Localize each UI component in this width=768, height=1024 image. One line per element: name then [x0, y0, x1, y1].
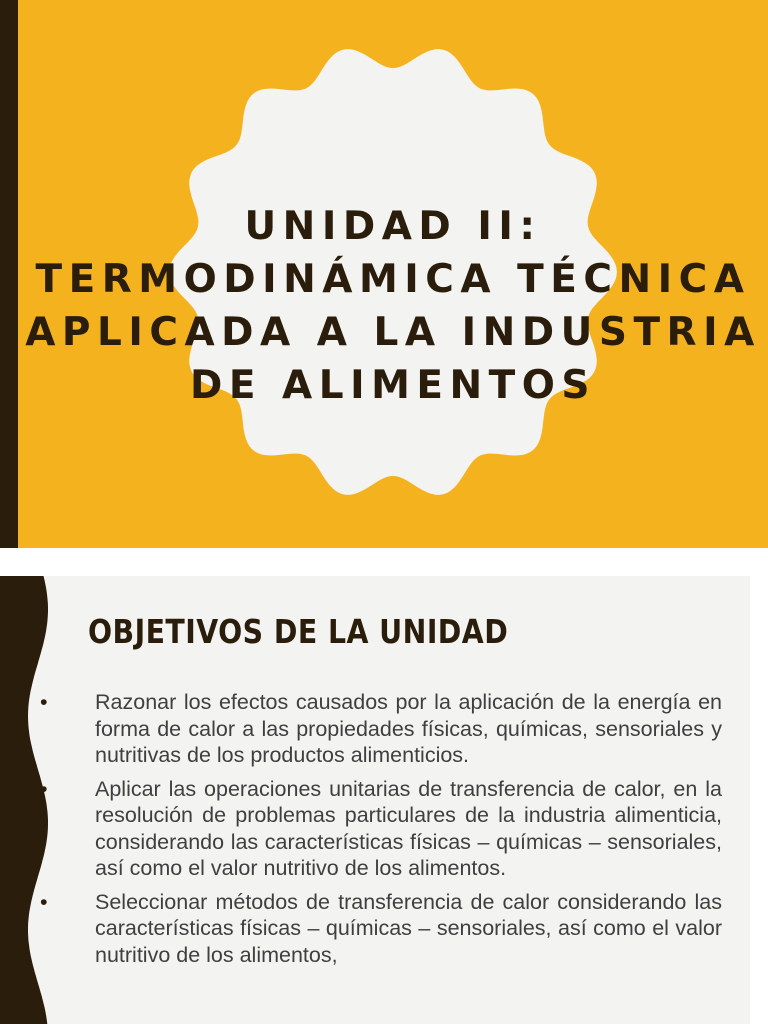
title-line-4: DE ALIMENTOS — [189, 363, 597, 408]
objective-text-1: Razonar los efectos causados por la aplicación de la energía en forma de calor a las propiedades físicas, químicas, sensoriales y nutritivas de los productos alimenticios. — [95, 690, 722, 767]
title-slide — [18, 0, 768, 548]
objectives-slide — [0, 576, 768, 1024]
bullet-icon: • — [40, 776, 48, 801]
bullet-icon: • — [40, 690, 48, 714]
objective-text-2: Aplicar las operaciones unitarias de transferencia de calor, en la resolución de problemas particulares de la industria alimenticia, considerando las características físicas – químicas – sensoriales, así como el valor nutritivo de los alimentos. — [95, 776, 722, 880]
objectives-list — [40, 689, 722, 975]
section-heading: OBJETIVOS DE LA UNIDAD — [88, 612, 509, 651]
title-line-3: APLICADA A LA INDUSTRIA — [25, 310, 761, 355]
slide-title — [18, 200, 768, 412]
list-item — [40, 689, 722, 769]
objective-text-3: Seleccionar métodos de transferencia de calor considerando las características físicas – químicas – sensoriales, así como el valor nutritivo de los alimentos, — [95, 889, 722, 967]
list-item — [40, 889, 722, 969]
slide-separator — [0, 548, 768, 576]
title-line-2: TERMODINÁMICA TÉCNICA — [35, 257, 751, 302]
bullet-icon: • — [40, 889, 48, 914]
list-item — [40, 776, 722, 882]
title-line-1: UNIDAD II: — [244, 204, 542, 249]
